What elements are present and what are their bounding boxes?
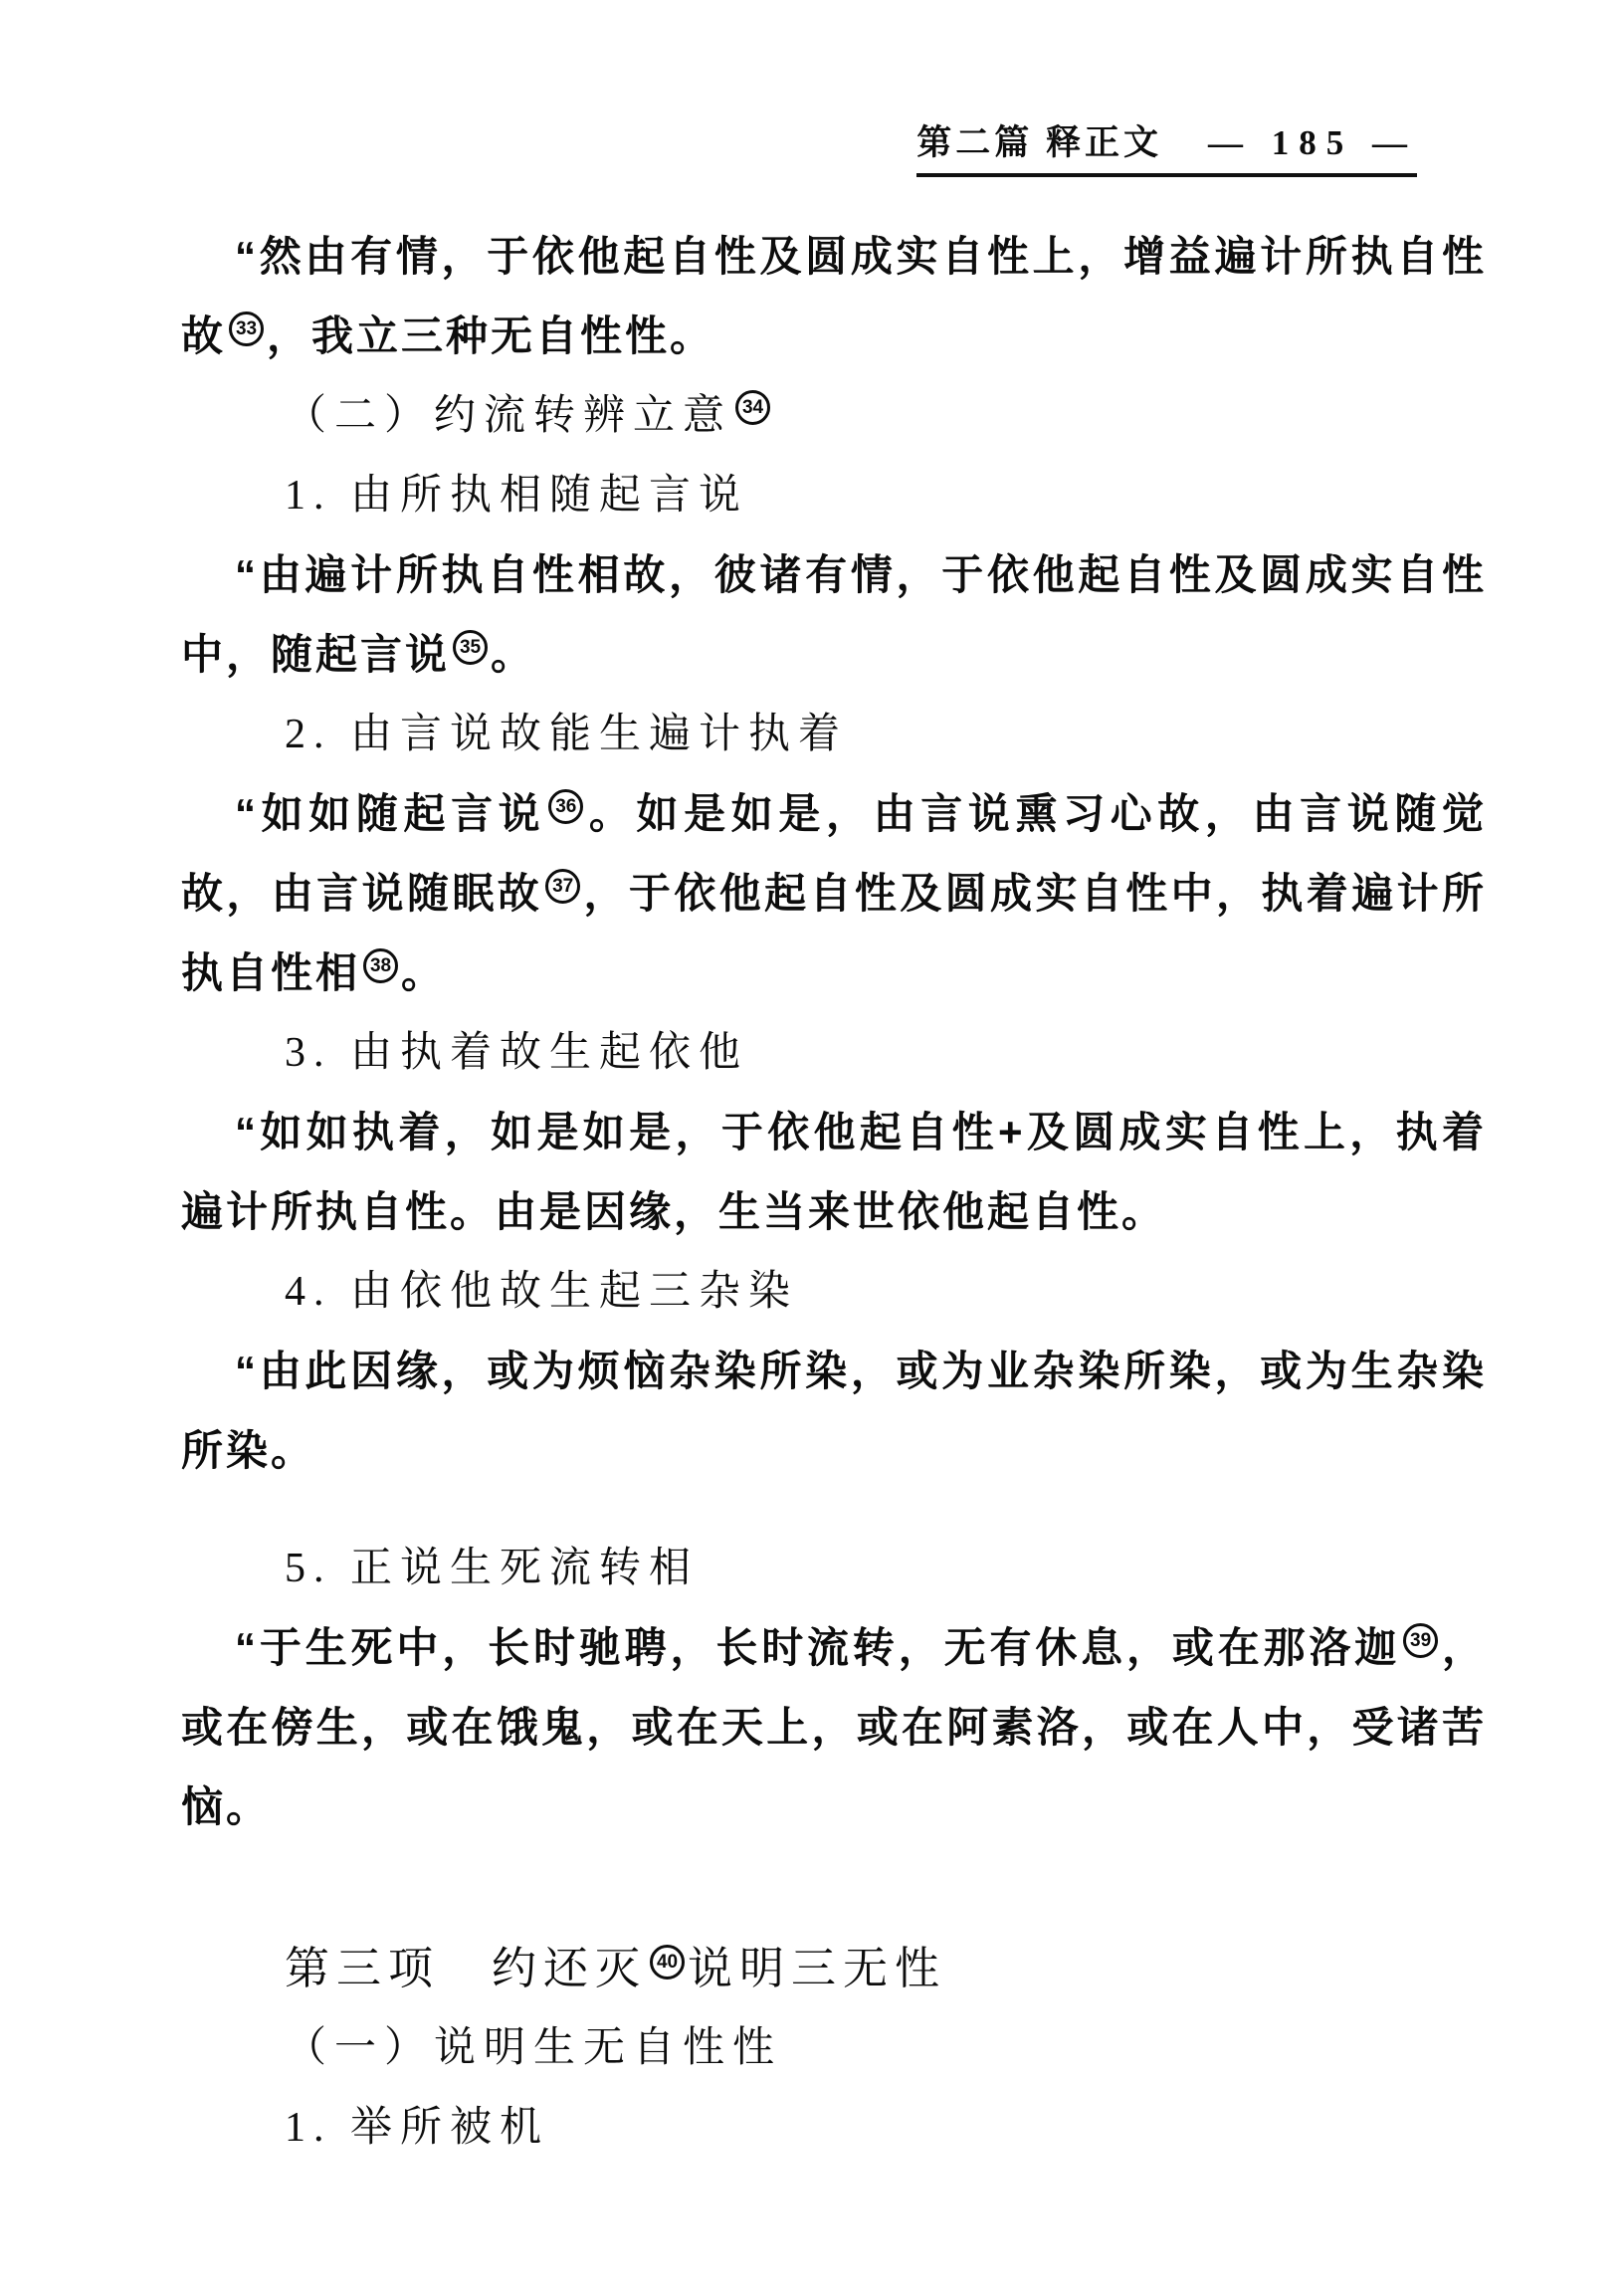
footnote-marker: 33	[229, 312, 264, 346]
paragraph-heading: 3. 由执着故生起依他	[285, 1030, 749, 1076]
paragraph-heading: 1. 由所执相随起言说	[285, 473, 749, 519]
chapter-title: 第二篇 释正文	[916, 123, 1162, 162]
paragraph-heading: 4. 由依他故生起三杂染	[285, 1269, 799, 1315]
paragraph-section: 第三项 约还灭 40 说明三无性	[285, 1944, 947, 1993]
paragraph-quote: “然由有情，于依他起自性及圆成实自性上，增益遍计所执自性故 33 ，我立三种无自性性。	[181, 233, 1487, 359]
paragraph-quote: “由此因缘，或为烦恼杂染所染，或为业杂染所染，或为生杂染所染。	[181, 1348, 1487, 1474]
paragraph-heading: （一）说明生无自性性	[285, 2025, 783, 2071]
paragraph-heading: 2. 由言说故能生遍计执着	[285, 712, 849, 757]
page-number: — 185 —	[1208, 123, 1417, 162]
running-header	[916, 115, 1417, 177]
text-column	[181, 217, 1487, 2168]
footnote-marker: 36	[548, 789, 583, 824]
paragraph-heading: （二）约流转辨立意 34	[181, 376, 1487, 456]
paragraph-heading: 5. 正说生死流转相	[285, 1546, 700, 1591]
paragraph-quote: “于生死中，长时驰聘，长时流转，无有休息，或在那洛迦 39 ，或在傍生，或在饿鬼，或在天上，或在阿素洛，或在人中，受诸苦恼。	[181, 1624, 1487, 1830]
paragraph-quote: “如如执着，如是如是，于依他起自性+及圆成实自性上，执着遍计所执自性。由是因缘，生当来世依他起自性。	[181, 1109, 1487, 1235]
footnote-marker: 35	[453, 630, 488, 665]
footnote-marker: 38	[363, 948, 398, 983]
paragraph-quote: “如如随起言说 36 。如是如是，由言说熏习心故，由言说随觉故，由言说随眠故 37 ，于依他起自性及圆成实自性中，执着遍计所执自性相 38 。	[181, 790, 1487, 996]
footnote-marker: 39	[1403, 1623, 1438, 1658]
footnote-marker: 34	[735, 390, 770, 425]
paragraph-quote: “由遍计所执自性相故，彼诸有情，于依他起自性及圆成实自性中，随起言说 35 。	[181, 551, 1487, 678]
paragraph-heading: 1. 举所被机	[285, 2105, 550, 2151]
footnote-marker: 37	[545, 869, 580, 904]
footnote-marker: 40	[650, 1945, 685, 1980]
